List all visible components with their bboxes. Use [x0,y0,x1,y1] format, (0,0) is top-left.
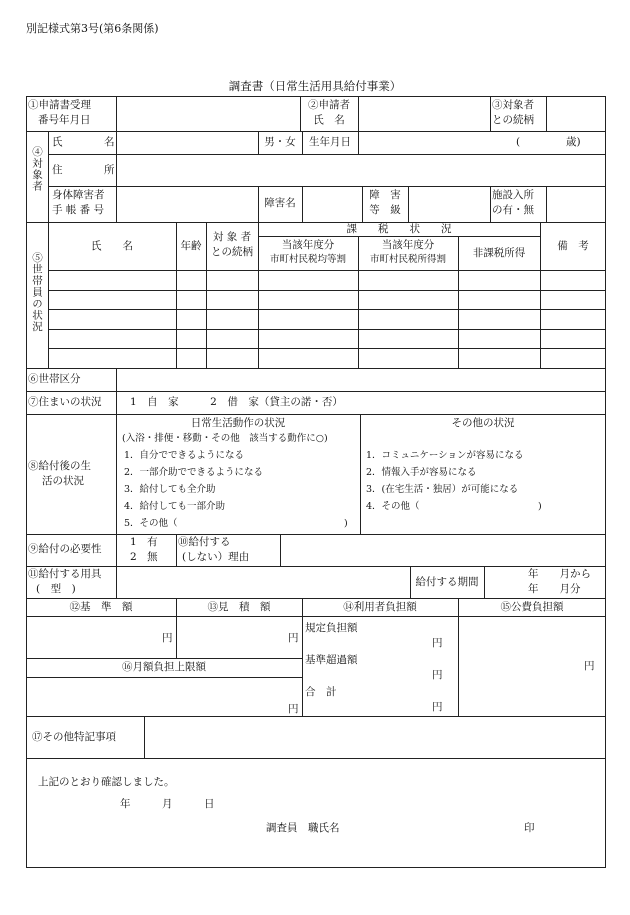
public-burden-yen: 円 [584,660,595,672]
disability-label: 障害名 [264,197,296,209]
reason-label: ⑩給付する [178,536,231,548]
applicant-label: ②申請者 [308,99,350,111]
grade-label-2: 等 級 [369,204,401,216]
necessity-yes[interactable]: 1 有 [130,536,158,548]
confirm-text: 上記のとおり確認しました。 [38,776,175,788]
facility-label: 施設入所 [492,189,534,201]
applicant-name-field[interactable] [360,100,488,128]
relation-label: ③対象者 [492,99,534,111]
col-age-header: 年齢 [180,240,202,252]
remarks-label: ⑰その他特記事項 [32,731,116,743]
certificate-label: 身体障害者 [52,189,105,201]
equipment-label: ⑪給付する用具 [28,568,102,580]
age-open: ( [516,136,521,148]
excess-label: 基準超過額 [305,654,358,666]
col-name-header: 氏 名 [91,240,133,252]
subject-section-label: ④対象者 [31,146,43,192]
facility-selector[interactable]: の有・無 [492,204,534,216]
monthly-cap-yen: 円 [288,703,299,715]
age-label: 歳) [566,136,581,148]
confirm-date[interactable]: 年 月 日 [120,798,215,810]
adl-note: (入浴・排便・移動・その他 該当する動作に○) [122,433,328,444]
seal-mark: 印 [524,822,535,834]
col-tax3-header: 非課税所得 [472,247,526,259]
adl-title: 日常生活動作の状況 [190,417,286,429]
total-yen: 円 [432,701,443,713]
receipt-label: ①申請書受理 [28,99,91,111]
col-tax1-header-2: 市町村民税均等割 [269,254,346,265]
adl-item[interactable]: 5．その他（ [124,518,178,529]
fixed-burden-label: 規定負担額 [305,622,358,634]
examiner-label: 調査員 職氏名 [266,822,340,834]
estimate-header: ⑬見 積 額 [207,601,271,613]
base-amount-yen: 円 [162,632,173,644]
tax-status-header: 課 税 状 況 [346,223,452,235]
relation-label-2: との続柄 [492,114,534,126]
household-category-label: ⑥世帯区分 [28,373,81,385]
reason-field[interactable] [282,536,604,564]
col-tax2-header-2: 市町村民税所得割 [369,254,446,265]
adl-item[interactable]: 4．給付しても一部介助 [124,501,226,512]
form-reference: 別記様式第3号(第6条関係) [26,22,159,35]
applicant-name-label: 氏 名 [313,114,345,126]
address-field[interactable] [118,158,604,184]
housing-options[interactable]: 1 自 家 2 借 家（貸主の諾・否） [130,396,343,408]
other-status-item[interactable]: 2．情報入手が容易になる [366,467,477,478]
adl-item[interactable]: 1．自分でできるようになる [124,450,245,461]
period-label: 給付する期間 [415,576,479,588]
public-burden-header: ⑮公費負担額 [500,601,564,613]
life-status-label-2: 活の状況 [42,475,84,487]
birthdate-label: 生年月日 [309,136,351,148]
page-title: 調査書（日常生活用具給付事業） [228,79,402,93]
relation-field[interactable] [548,100,604,128]
household-category-field[interactable] [118,370,604,389]
other-status-item[interactable]: 4．その他（ [366,501,420,512]
estimate-yen: 円 [288,632,299,644]
base-amount-header: ⑫基 準 額 [69,601,133,613]
necessity-no[interactable]: 2 無 [130,551,158,563]
housing-label: ⑦住まいの状況 [28,396,102,408]
other-status-item[interactable]: 3．(在宅生活・独居）が可能になる [366,484,519,495]
reason-label-2: (しない）理由 [182,551,250,563]
household-section-label: ⑤世帯員の状況 [31,252,43,333]
fixed-burden-yen: 円 [432,637,443,649]
excess-yen: 円 [432,669,443,681]
sex-selector[interactable]: 男・女 [264,136,296,148]
subject-name-label: 氏 [52,136,63,148]
col-tax1-header: 当該年度分 [281,239,335,251]
equipment-type-label: ( 型 ) [36,583,76,595]
receipt-field[interactable] [118,100,298,128]
adl-item[interactable]: 2．一部介助でできるようになる [124,467,264,478]
life-status-label: ⑧給付後の生 [28,460,91,472]
total-label: 合 計 [305,686,337,698]
household-rows[interactable] [50,272,604,366]
other-status-item[interactable]: 1．コミュニケーションが容易になる [366,450,524,461]
other-status-title: その他の状況 [451,417,515,429]
remarks-field[interactable] [146,718,604,756]
monthly-cap-header: ⑯月額負担上限額 [122,661,206,673]
subject-name-label-2: 名 [104,136,115,148]
receipt-label-2: 番号年月日 [38,114,91,126]
user-burden-header: ⑭利用者負担額 [343,601,417,613]
period-from[interactable]: 年 月から [528,568,591,580]
other-status-close: ) [538,501,542,512]
period-to[interactable]: 年 月分 [528,583,581,595]
address-label: 住 [52,164,63,176]
grade-label: 障 害 [369,189,401,201]
address-label-2: 所 [104,164,115,176]
col-relation-header-2: との続柄 [211,246,253,258]
col-note-header: 備 考 [557,240,589,252]
col-relation-header: 対 象 者 [212,231,252,243]
adl-close: ) [344,518,348,529]
certificate-label-2: 手 帳 番 号 [52,204,105,216]
equipment-field[interactable] [118,568,408,596]
necessity-label: ⑨給付の必要性 [28,543,102,555]
adl-item[interactable]: 3．給付しても全介助 [124,484,216,495]
subject-name-field[interactable] [118,134,256,152]
col-tax2-header: 当該年度分 [381,239,435,251]
